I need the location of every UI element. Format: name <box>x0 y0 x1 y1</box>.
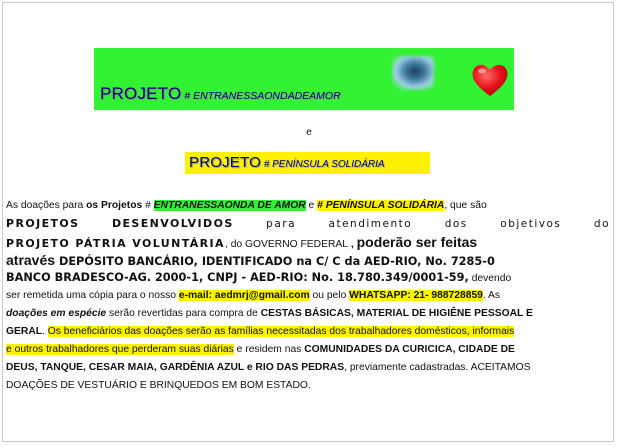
connector-text: e <box>306 127 312 138</box>
heart-icon <box>470 60 510 100</box>
banner-title <box>100 84 341 104</box>
paragraph-line: DOAÇÕES DE VESTUÁRIO E BRINQUEDOS EM BOM ESTADO. <box>6 380 311 391</box>
paragraph-line: através DEPÓSITO BANCÁRIO, IDENTIFICADO na C/ C da AED-RIO, No. 7285-0 <box>6 252 495 268</box>
paragraph-line: ser remetida uma cópia para o nosso e-mail: aedmrj@gmail.com ou pelo WHATSAPP: 21- 988728859. As <box>6 290 501 301</box>
whatsapp-highlight: WHATSAPP: 21- 988728859 <box>349 290 483 301</box>
projeto-label: PROJETO <box>100 84 182 103</box>
beneficiaries-highlight: e outros trabalhadores que perderam suas diárias <box>6 344 234 355</box>
project-banner-entranessaondadeamor <box>94 48 514 110</box>
projeto-label: PROJETO <box>189 154 261 171</box>
project-name-highlight: ENTRANESSAONDA DE AMOR <box>153 200 306 211</box>
beneficiaries-highlight: Os beneficiários das doações serão as famílias necessitadas dos trabalhadores domésticos, informais <box>47 326 515 337</box>
wave-image-icon <box>392 56 434 90</box>
hashtag-label: # PENÍNSULA SOLIDÁRIA <box>260 159 385 170</box>
paragraph-line: DEUS, TANQUE, CESAR MAIA, GARDÊNIA AZUL e RIO DAS PEDRAS, previamente cadastradas. ACEITAMOS <box>6 362 531 373</box>
paragraph-line: doações em espécie serão revertidas para compra de CESTAS BÁSICAS, MATERIAL DE HIGIÊNE PESSOAL E <box>6 308 533 319</box>
paragraph-line: PROJETOS DESENVOLVIDOS para atendimento dos objetivos do <box>6 217 610 230</box>
email-highlight: e-mail: aedmrj@gmail.com <box>178 290 310 301</box>
paragraph-line: As doações para os Projetos # ENTRANESSAONDA DE AMOR e # PENÍNSULA SOLIDÁRIA, que são <box>6 200 487 211</box>
banner-title <box>189 154 385 172</box>
project-banner-peninsula-solidaria <box>185 152 430 174</box>
project-name-highlight: # PENÍNSULA SOLIDÁRIA <box>317 200 445 211</box>
paragraph-line: PROJETO PÁTRIA VOLUNTÁRIA, do GOVERNO FEDERAL , poderão ser feitas <box>6 234 478 250</box>
paragraph-line: BANCO BRADESCO-AG. 2000-1, CNPJ - AED-RIO: No. 18.780.349/0001-59, devendo <box>6 271 512 284</box>
paragraph-line: e outros trabalhadores que perderam suas diárias e residem nas COMUNIDADES DA CURICICA, CIDADE DE <box>6 344 515 355</box>
hashtag-label: # ENTRANESSAONDADEAMOR <box>181 90 341 102</box>
paragraph-line: GERAL. Os beneficiários das doações serão as famílias necessitadas dos trabalhadores domésticos, informais <box>6 326 515 337</box>
donation-paragraph <box>6 197 610 395</box>
